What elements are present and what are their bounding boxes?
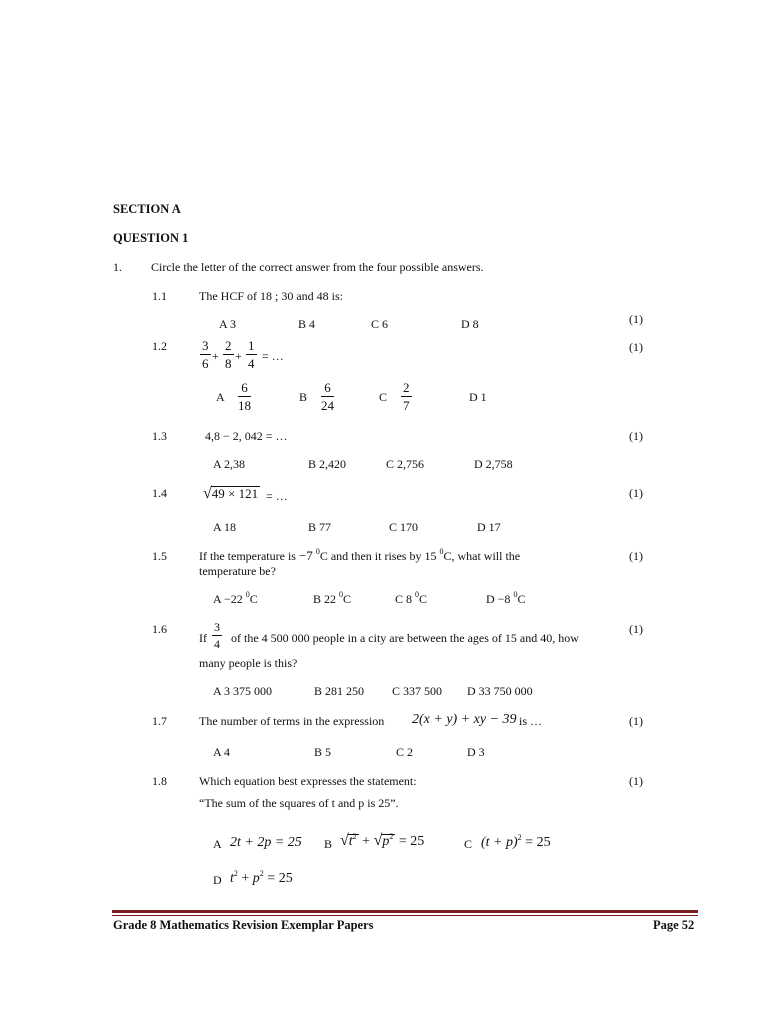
- footer-title: Grade 8 Mathematics Revision Exemplar Papers: [113, 918, 374, 932]
- marks: (1): [629, 622, 643, 636]
- option-c: C 8 $^0$C: [395, 590, 428, 606]
- item-quote: “The sum of the squares of t and p is 25”.: [199, 796, 399, 810]
- expression: 4,8 − 2, 042 = …: [205, 429, 288, 443]
- equals-ellipsis: = …: [262, 349, 284, 363]
- option-b: B 22 $^0$C: [313, 590, 352, 606]
- is-ellipsis: is …: [519, 714, 543, 728]
- fraction: $\frac{1}{4}$: [248, 338, 255, 371]
- option-d: D 2,758: [474, 457, 513, 471]
- item-text: The HCF of 18 ; 30 and 48 is:: [199, 289, 343, 303]
- plus-sign: +: [212, 349, 219, 363]
- section-heading: SECTION A: [113, 202, 181, 216]
- equals-ellipsis: = …: [266, 489, 288, 503]
- option-a-equation: 2t + 2p = 25: [230, 835, 302, 850]
- item-number: 1.5: [152, 549, 167, 563]
- marks: (1): [629, 774, 643, 788]
- square-root-expression: [203, 486, 260, 502]
- option-a: A 3: [219, 317, 237, 331]
- plus-sign: +: [235, 349, 242, 363]
- option-a-letter: A: [216, 390, 225, 404]
- option-a-fraction: $\frac{6}{18}$: [238, 380, 251, 413]
- option-d: D 17: [477, 520, 501, 534]
- option-d: D 8: [461, 317, 479, 331]
- option-a: A 4: [213, 745, 231, 759]
- item-number: 1.7: [152, 714, 167, 728]
- item-number: 1.4: [152, 486, 167, 500]
- option-a: A −22 $^0$C: [213, 590, 258, 606]
- option-d-letter: D: [213, 873, 222, 887]
- item-number: 1.6: [152, 622, 167, 636]
- fraction: $\frac{3}{4}$: [214, 620, 220, 651]
- item-text-line2: temperature be?: [199, 564, 276, 578]
- question-heading: QUESTION 1: [113, 231, 189, 245]
- item-text: Which equation best expresses the statement:: [199, 774, 417, 788]
- option-a-letter: A: [213, 837, 222, 851]
- option-c-fraction: $\frac{2}{7}$: [403, 380, 410, 413]
- footer-rule-thick: [112, 910, 698, 913]
- item-number: 1.1: [152, 289, 167, 303]
- marks: (1): [629, 714, 643, 728]
- fraction: $\frac{3}{6}$: [202, 338, 209, 371]
- marks: (1): [629, 486, 643, 500]
- fraction: $\frac{2}{8}$: [225, 338, 232, 371]
- option-d: D 33 750 000: [467, 684, 533, 698]
- option-c-letter: C: [464, 837, 473, 851]
- marks: (1): [629, 340, 643, 354]
- option-b: B 281 250: [314, 684, 365, 698]
- option-b-equation: $√t^2 + √p^2 = 25$: [340, 832, 425, 849]
- item-number: 1.2: [152, 339, 167, 353]
- question-number: 1.: [113, 260, 122, 274]
- instruction-text: Circle the letter of the correct answer from the four possible answers.: [151, 260, 484, 274]
- marks: (1): [629, 312, 643, 326]
- option-a: A 3 375 000: [213, 684, 273, 698]
- if-word: If: [199, 631, 207, 645]
- item-number: 1.8: [152, 774, 167, 788]
- option-b: B 4: [298, 317, 316, 331]
- item-text-line1: If the temperature is −7 $^0$C and then it rises by 15 $^0$C, what will the: [199, 547, 521, 563]
- option-d: D 1: [469, 390, 487, 404]
- option-c-letter: C: [379, 390, 388, 404]
- option-b-letter: B: [324, 837, 333, 851]
- option-c: C 170: [389, 520, 419, 534]
- page-number: Page 52: [653, 918, 695, 932]
- radical-sign: √: [203, 485, 212, 502]
- option-b: B 2,420: [308, 457, 347, 471]
- item-text-line1: of the 4 500 000 people in a city are between the ages of 15 and 40, how: [231, 631, 579, 645]
- item-text-line2: many people is this?: [199, 656, 298, 670]
- option-a: A 18: [213, 520, 237, 534]
- option-a: A 2,38: [213, 457, 246, 471]
- footer-rule-thin: [112, 915, 698, 916]
- marks: (1): [629, 549, 643, 563]
- radicand: 49 × 121: [211, 486, 259, 501]
- expression: 2(x + y) + xy − 39: [412, 712, 517, 727]
- option-b: B 77: [308, 520, 332, 534]
- option-c: C 2,756: [386, 457, 425, 471]
- option-c: C 337 500: [392, 684, 443, 698]
- item-number: 1.3: [152, 429, 167, 443]
- option-b-letter: B: [299, 390, 308, 404]
- marks: (1): [629, 429, 643, 443]
- option-b-fraction: $\frac{6}{24}$: [321, 380, 334, 413]
- option-b: B 5: [314, 745, 332, 759]
- option-c: C 6: [371, 317, 389, 331]
- option-d-equation: $t^2 + p^2 = 25$: [230, 869, 293, 886]
- option-d: D 3: [467, 745, 485, 759]
- option-c-equation: $(t + p)^2 = 25$: [481, 833, 551, 850]
- option-c: C 2: [396, 745, 414, 759]
- item-text: The number of terms in the expression: [199, 714, 385, 728]
- option-d: D −8 $^0$C: [486, 590, 526, 606]
